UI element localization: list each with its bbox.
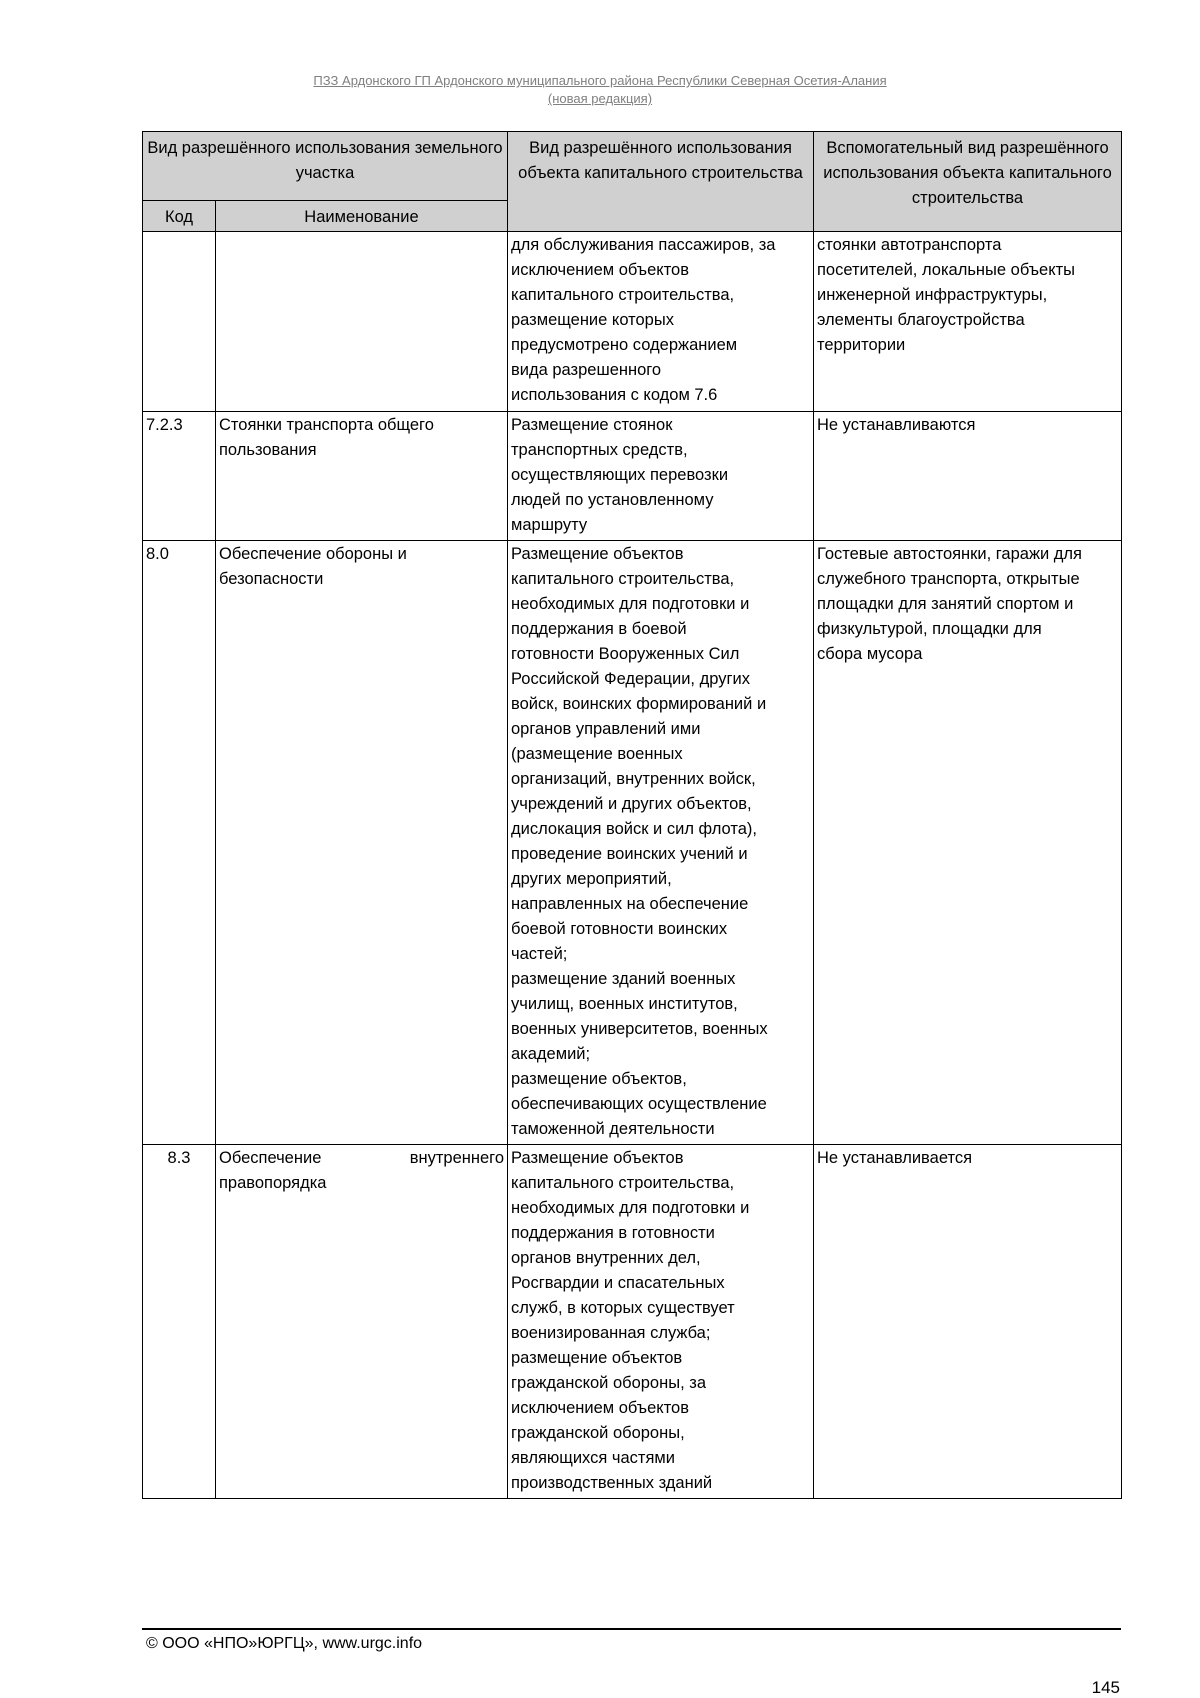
row-name-line: [219, 1146, 504, 1171]
row-name: [216, 232, 508, 412]
row-aux-use: Не устанавливаются: [814, 412, 1122, 541]
land-use-table: [142, 131, 1122, 1499]
footer-divider: [142, 1628, 1121, 1630]
header-code: Код: [143, 201, 216, 232]
row-name-line: правопорядка: [219, 1174, 327, 1192]
header-title: ПЗЗ Ардонского ГП Ардонского муниципального района Республики Северная Осетия-Алания: [313, 73, 887, 88]
row-aux-use: Гостевые автостоянки, гаражи для служебного транспорта, открытые площадки для занятий спортом и физкультурой, площадки для сбора мусора: [814, 541, 1122, 1145]
table-row: [143, 1145, 1122, 1499]
footer-copyright: © ООО «НПО»ЮРГЦ», www.urgc.info: [146, 1635, 423, 1652]
row-aux-use: Не устанавливается: [814, 1145, 1122, 1499]
row-code: [143, 232, 216, 412]
table-row: [143, 232, 1122, 412]
row-code: 7.2.3: [143, 412, 216, 541]
header-subtitle: (новая редакция): [547, 91, 653, 106]
row-aux-use: стоянки автотранспорта посетителей, локальные объекты инженерной инфраструктуры, элементы благоустройства территории: [814, 232, 1122, 412]
header-aux-use: Вспомогательный вид разрешённого использования объекта капитального строительства: [814, 132, 1122, 232]
row-name: Обеспечение обороны и безопасности: [216, 541, 508, 1145]
header-name: Наименование: [216, 201, 508, 232]
table-header-row: [143, 132, 1122, 201]
row-code: 8.3: [143, 1145, 216, 1499]
row-name-word: внутреннего: [409, 1149, 504, 1167]
row-building-use: для обслуживания пассажиров, за исключением объектов капитального строительства, размещение которых предусмотрено содержанием вида разрешенного использования с кодом 7.6: [508, 232, 814, 412]
table-row: [143, 541, 1122, 1145]
table-row: [143, 412, 1122, 541]
header-building-use: Вид разрешённого использования объекта капитального строительства: [508, 132, 814, 232]
row-building-use: Размещение объектов капитального строительства, необходимых для подготовки и поддержания в готовности органов внутренних дел, Росгвардии и спасательных служб, в которых существует военизированная служба; размещение объектов гражданской обороны, за исключением объектов гражданской обороны, являющихся частями производственных зданий: [508, 1145, 814, 1499]
page-number: 145: [1091, 1678, 1120, 1697]
row-name: [216, 1145, 508, 1499]
row-name-word: Обеспечение: [219, 1149, 322, 1167]
row-building-use: Размещение объектов капитального строительства, необходимых для подготовки и поддержания в боевой готовности Вооруженных Сил Российской Федерации, других войск, воинских формирований и органов управлений ими (размещение военных организаций, внутренних войск, учреждений и других объектов, дислокация войск и сил флота), проведение воинских учений и других мероприятий, направленных на обеспечение боевой готовности воинских частей; размещение зданий военных училищ, военных институтов, военных университетов, военных академий; размещение объектов, обеспечивающих осуществление таможенной деятельности: [508, 541, 814, 1145]
row-name: Стоянки транспорта общего пользования: [216, 412, 508, 541]
header-land-use: Вид разрешённого использования земельного участка: [143, 132, 508, 201]
row-building-use: Размещение стоянок транспортных средств, осуществляющих перевозки людей по установленному маршруту: [508, 412, 814, 541]
document-header: [0, 72, 1200, 108]
row-code: 8.0: [143, 541, 216, 1145]
